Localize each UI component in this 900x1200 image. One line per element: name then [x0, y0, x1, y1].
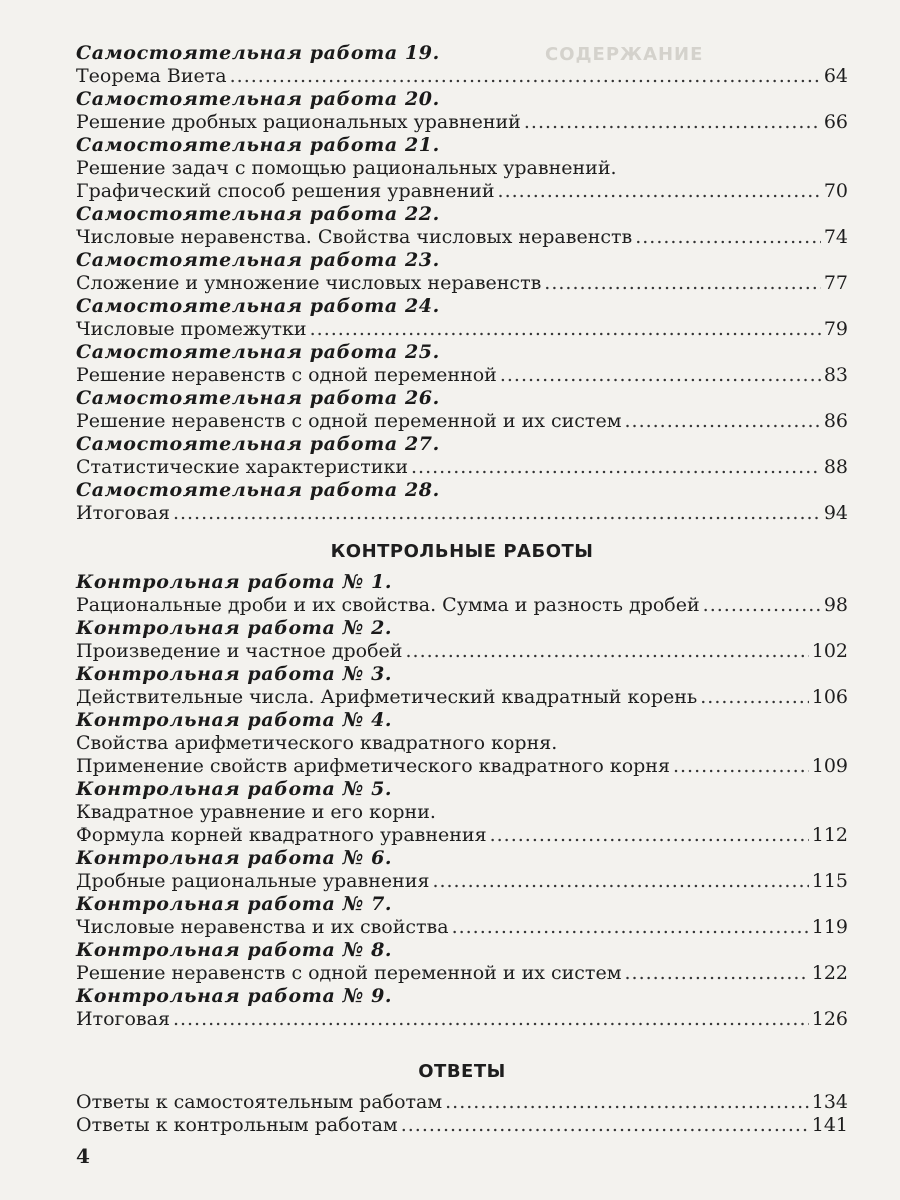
- toc-entry-title: Рациональные дроби и их свойства. Сумма и разность дробей: [76, 594, 700, 616]
- work-heading: Контрольная работа № 3.: [76, 663, 393, 685]
- section-title-answers: ОТВЕТЫ: [418, 1061, 506, 1082]
- toc-entry-title: Решение неравенств с одной переменной и их систем: [76, 410, 622, 432]
- toc-entry: [76, 502, 848, 525]
- toc-entry-title: Статистические характеристики: [76, 456, 408, 478]
- toc-entry-line: Решение задач с помощью рациональных уравнений.: [76, 157, 617, 179]
- work-heading: Контрольная работа № 5.: [76, 778, 393, 800]
- dot-leader: [230, 65, 821, 88]
- dot-leader: [703, 594, 821, 617]
- work-heading: Самостоятельная работа 22.: [76, 203, 440, 225]
- work-heading: Контрольная работа № 9.: [76, 985, 393, 1007]
- dot-leader: [624, 962, 808, 985]
- toc-entry-title: Сложение и умножение числовых неравенств: [76, 272, 542, 294]
- dot-leader: [544, 272, 821, 295]
- dot-leader: [635, 226, 821, 249]
- toc-entry: [76, 962, 848, 985]
- toc-entry-title: Числовые промежутки: [76, 318, 307, 340]
- toc-entry: [76, 870, 848, 893]
- bleed-through-title: СОДЕРЖАНИЕ: [545, 44, 704, 65]
- dot-leader: [524, 111, 821, 134]
- toc-entry-title: Решение дробных рациональных уравнений: [76, 111, 521, 133]
- toc-entry-page: 88: [823, 456, 848, 478]
- work-heading: Контрольная работа № 2.: [76, 617, 393, 639]
- toc-entry-page: 83: [823, 364, 848, 386]
- toc-entry: [76, 1008, 848, 1031]
- toc-entry-title: Итоговая: [76, 502, 170, 524]
- toc-entry-page: 70: [823, 180, 848, 202]
- page-number: 4: [76, 1144, 90, 1168]
- toc-entry-page: 66: [823, 111, 848, 133]
- toc-entry: [76, 1091, 848, 1114]
- work-heading: Контрольная работа № 4.: [76, 709, 393, 731]
- toc-entry-title: Ответы к самостоятельным работам: [76, 1091, 443, 1113]
- toc-entry: [76, 318, 848, 341]
- toc-entry-page: 79: [823, 318, 848, 340]
- toc-entry-title: Формула корней квадратного уравнения: [76, 824, 487, 846]
- work-heading: Самостоятельная работа 28.: [76, 479, 440, 501]
- dot-leader: [310, 318, 821, 341]
- work-heading: Самостоятельная работа 24.: [76, 295, 440, 317]
- toc-entry-title: Применение свойств арифметического квадратного корня: [76, 755, 670, 777]
- toc-entry-page: 141: [811, 1114, 848, 1136]
- dot-leader: [700, 686, 808, 709]
- toc-entry-page: 94: [823, 502, 848, 524]
- toc-entry: [76, 364, 848, 387]
- toc-entry: [76, 594, 848, 617]
- dot-leader: [452, 916, 809, 939]
- work-heading: Самостоятельная работа 27.: [76, 433, 440, 455]
- toc-entry-page: 109: [811, 755, 848, 777]
- work-heading: Контрольная работа № 8.: [76, 939, 393, 961]
- toc-entry-title: Графический способ решения уравнений: [76, 180, 495, 202]
- section-title-control-works: КОНТРОЛЬНЫЕ РАБОТЫ: [330, 541, 594, 562]
- work-heading: Контрольная работа № 6.: [76, 847, 393, 869]
- toc-entry: [76, 640, 848, 663]
- toc-entry-line: Свойства арифметического квадратного корня.: [76, 732, 558, 754]
- work-heading: Самостоятельная работа 21.: [76, 134, 440, 156]
- toc-entry: [76, 456, 848, 479]
- toc-entry-title: Произведение и частное дробей: [76, 640, 403, 662]
- toc-entry-page: 119: [811, 916, 848, 938]
- toc-entry: [76, 410, 848, 433]
- dot-leader: [432, 870, 808, 893]
- toc-entry-page: 77: [823, 272, 848, 294]
- toc-entry: [76, 272, 848, 295]
- toc-entry-line: Квадратное уравнение и его корни.: [76, 801, 436, 823]
- work-heading: Самостоятельная работа 26.: [76, 387, 440, 409]
- dot-leader: [624, 410, 820, 433]
- dot-leader: [673, 755, 809, 778]
- toc-entry-page: 122: [811, 962, 848, 984]
- toc-entry-page: 64: [823, 65, 848, 87]
- toc-entry-title: Теорема Виета: [76, 65, 227, 87]
- toc-entry-page: 86: [823, 410, 848, 432]
- toc-entry-page: 102: [811, 640, 848, 662]
- toc-entry: [76, 1114, 848, 1137]
- toc-entry-title: Ответы к контрольным работам: [76, 1114, 398, 1136]
- work-heading: Контрольная работа № 1.: [76, 571, 393, 593]
- work-heading: Самостоятельная работа 20.: [76, 88, 440, 110]
- toc-entry: [76, 226, 848, 249]
- control-works-list: [76, 571, 848, 1031]
- toc-entry-title: Итоговая: [76, 1008, 170, 1030]
- toc-entry: [76, 824, 848, 847]
- dot-leader: [411, 456, 821, 479]
- toc-entry: [76, 686, 848, 709]
- answers-list: [76, 1091, 848, 1137]
- toc-entry-title: Дробные рациональные уравнения: [76, 870, 430, 892]
- toc-entry: [76, 180, 848, 203]
- work-heading: Самостоятельная работа 25.: [76, 341, 440, 363]
- toc-entry-title: Решение неравенств с одной переменной: [76, 364, 497, 386]
- toc-entry-title: Действительные числа. Арифметический квадратный корень: [76, 686, 698, 708]
- work-heading: Самостоятельная работа 23.: [76, 249, 440, 271]
- work-heading: Самостоятельная работа 19.: [76, 42, 440, 64]
- toc-entry-page: 98: [823, 594, 848, 616]
- dot-leader: [173, 1008, 809, 1031]
- dot-leader: [173, 502, 821, 525]
- dot-leader: [490, 824, 809, 847]
- toc-entry: [76, 111, 848, 134]
- dot-leader: [498, 180, 821, 203]
- dot-leader: [500, 364, 821, 387]
- toc-entry-page: 106: [811, 686, 848, 708]
- toc-entry-page: 126: [811, 1008, 848, 1030]
- dot-leader: [405, 640, 808, 663]
- dot-leader: [401, 1114, 809, 1137]
- toc-entry-title: Решение неравенств с одной переменной и их систем: [76, 962, 622, 984]
- toc-entry-page: 115: [811, 870, 848, 892]
- dot-leader: [445, 1091, 809, 1114]
- toc-entry: [76, 65, 848, 88]
- toc-entry: [76, 916, 848, 939]
- work-heading: Контрольная работа № 7.: [76, 893, 393, 915]
- independent-works-list: [76, 42, 848, 525]
- toc-entry-title: Числовые неравенства. Свойства числовых неравенств: [76, 226, 633, 248]
- table-of-contents: [76, 42, 848, 1137]
- toc-entry: [76, 755, 848, 778]
- toc-entry-title: Числовые неравенства и их свойства: [76, 916, 449, 938]
- toc-entry-page: 134: [811, 1091, 848, 1113]
- toc-entry-page: 74: [823, 226, 848, 248]
- toc-entry-page: 112: [811, 824, 848, 846]
